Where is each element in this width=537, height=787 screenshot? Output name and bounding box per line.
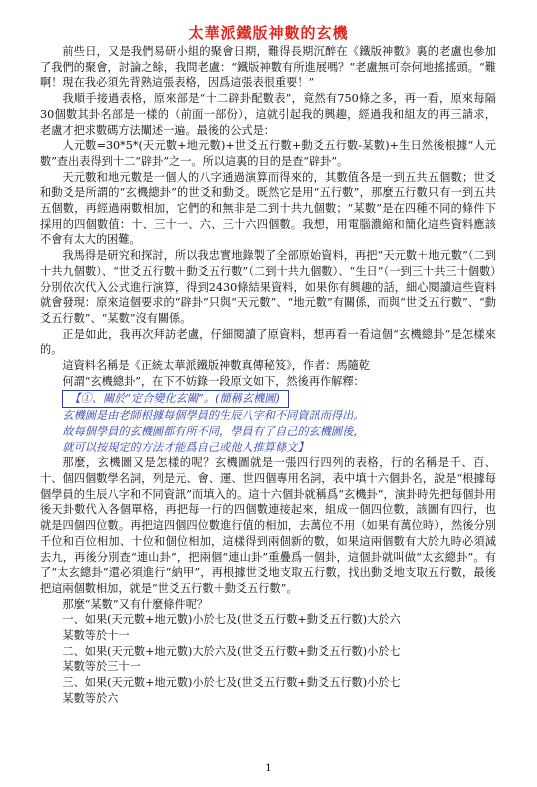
paragraph: 我順手接過表格，原來部是“十二辟卦配數表”，竟然有750條之多，再一看，原來每隔30個數其卦名部是一樣的（前面一部份），這就引起我的興趣，經過我和組友的再三請求，老盧才把求數碼方法闡述一遍。最後的公式是： xyxy=(40,92,496,137)
paragraph: 天元數和地元數是一個人的八字通過演算而得來的，其數值各是一到五共五個數；世爻和動爻是所謂的“玄機總卦”的世爻和動爻。既然它是用“五行數”，那麼五行數只有一到五共五個數，再經過兩數相加，它們的和無非是二到十共九個數；“某數”是在四種不同的條件下採用的四個數值：十、三十一、六、三十六四個數。我想，用電腦濃縮和簡化這些資料應該不會有太大的困難。 xyxy=(40,170,496,247)
document-body xyxy=(40,44,496,707)
condition-result: 某數等於十一 xyxy=(62,629,130,643)
paragraph: 人元數=30*5*(天元數+地元數)+世爻五行數+動爻五行數-某數)+生日然後根據“人元數”查出表得到十二“辟卦”之一。所以這裏的目的是查“辟卦”。 xyxy=(40,139,496,168)
quote-box: 【①、關於“定合變化玄關”。(簡稱玄機圖) xyxy=(62,390,288,408)
quote-box-line xyxy=(40,389,496,408)
condition-line: 三、如果(天元數+地元數)小於七及(世爻五行數+動爻五行數)小於七 xyxy=(62,676,401,690)
paragraph: 何謂“玄機總卦”，在下不妨錄一段原文如下，然後再作解釋： xyxy=(62,374,365,388)
condition-line: 一、如果(天元數+地元數)小於七及(世爻五行數+動爻五行數)大於六 xyxy=(62,613,401,627)
page-title: 太華派鐵版神數的玄機 xyxy=(188,24,349,42)
quote-line: 就可以按規定的方法才能爲自己或他人推算條文】 xyxy=(62,440,309,454)
paragraph: 我馬得是研究和探討，所以我忠實地錄製了全部原始資料，再把“天元數＋地元數”（二到十共九個數）、“世爻五行數＋動爻五行數”（二到十共九個數）、“生日”（一到三十共三十個數）分別依次代入公式進行演算，得到2430條結果資料，如果你有興趣的話，細心閱讀這些資料就會發現：原來這個要求的“辟卦”只與“天元數”、“地元數”有關係，而與“世爻五行數”、“動爻五行數”、“某數”沒有關係。 xyxy=(40,249,496,325)
quote-line: 故每個學員的玄機圖都有所不同，學員有了自己的玄機圖後， xyxy=(62,424,365,438)
page-number: 1 xyxy=(265,762,272,774)
quote-line: 玄機圖是由老師根據每個學員的生辰八字和不同資訊而得出。 xyxy=(62,409,365,423)
paragraph: 這資料名稱是《正統太華派鐵版神數真傳秘笈》，作者：馬隨乾 xyxy=(62,359,371,373)
paragraph: 那麼“某數”又有什麼條件呢？ xyxy=(62,597,209,611)
paragraph: 那麼，玄機圖又是怎樣的呢？玄機圖就是一張四行四列的表格，行的名稱是千、百、十、個四個數學名詞，列是元、會、運、世四個專用名詞，表中填十六個卦名，說是“根據每個學員的生辰八字和不同資訊”而填入的。這十六個卦就稱爲“玄機卦”，演卦時先把每個卦用後天卦數代入各個單格，再把每一行的四個數連接起來，組成一個四位數，該圖有四行，也就是四個四位數。再把這四個四位數進行值的相加，去萬位不用（如果有萬位時），然後分別千位和百位相加、十位和個位相加，這樣得到兩個新的數，如果這兩個數有大於九時必須減去九，再後分別查“連山卦”，把兩個“連山卦”重疊爲一個卦，這個卦就叫做“太玄總卦”。有了“太玄總卦”還必須進行“納甲”，再根據世爻地支取五行數，找出動爻地支取五行數，最後把這兩個數相加，就是“世爻五行數＋動爻五行數”。 xyxy=(40,456,496,595)
condition-result: 某數等於三十一 xyxy=(62,660,141,674)
paragraph: 正是如此，我再次拜訪老盧，仔細閱讀了原資料，想再看一看這個“玄機總卦”是怎樣來的。 xyxy=(40,327,496,357)
paragraph: 前些日，又是我們易研小組的聚會日期，難得長期沉醉在《鐵版神數》裏的老盧也參加了我們的聚會，討論之餘，我問老盧：“鐵版神數有所進展嗎？”老盧無可奈何地搖搖頭。“難啊！現在我必須先背熟這張表格，因爲這張表很重要！” xyxy=(40,45,496,90)
condition-result: 某數等於六 xyxy=(62,691,119,705)
condition-line: 二、如果(天元數+地元數)大於六及(世爻五行數+動爻五行數)小於七 xyxy=(62,644,401,658)
